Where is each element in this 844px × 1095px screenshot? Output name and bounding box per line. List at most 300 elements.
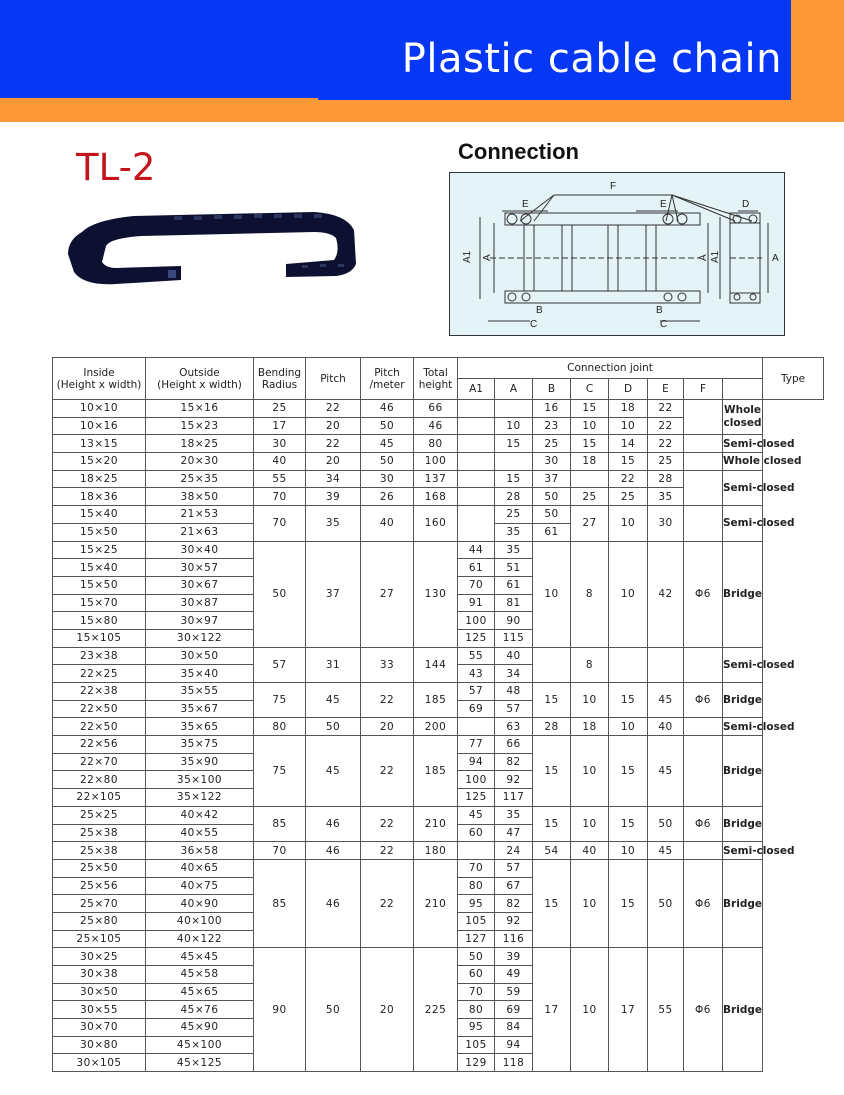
cell-a: 69 xyxy=(495,1001,533,1019)
cell-outside: 21×63 xyxy=(146,523,254,541)
header-connection-joint: Connection joint xyxy=(458,358,763,379)
cell-bending: 85 xyxy=(254,806,306,841)
cell-total: 185 xyxy=(414,736,458,807)
cell-a1: 100 xyxy=(458,771,495,789)
cell-a: 82 xyxy=(495,753,533,771)
cell-c: 18 xyxy=(571,718,609,736)
cell-c: 18 xyxy=(571,453,609,471)
cell-a1: 69 xyxy=(458,700,495,718)
cell-b: 23 xyxy=(533,417,571,435)
table-row xyxy=(53,541,824,559)
cell-e: 28 xyxy=(648,470,684,488)
cell-b: 25 xyxy=(533,435,571,453)
cell-c: 10 xyxy=(571,736,609,807)
cell-type: Semi-closed xyxy=(723,435,763,453)
cell-e: 50 xyxy=(648,859,684,947)
cell-bending: 75 xyxy=(254,683,306,718)
cell-a1: 77 xyxy=(458,736,495,754)
cell-a: 49 xyxy=(495,966,533,984)
cell-c xyxy=(571,470,609,488)
cell-outside: 35×67 xyxy=(146,700,254,718)
cell-a1: 70 xyxy=(458,983,495,1001)
cell-bending: 75 xyxy=(254,736,306,807)
table-row xyxy=(53,435,824,453)
cell-a: 63 xyxy=(495,718,533,736)
cell-pitch: 37 xyxy=(306,541,361,647)
cell-d: 22 xyxy=(609,470,648,488)
cell-pitch: 20 xyxy=(306,417,361,435)
cell-bending: 30 xyxy=(254,435,306,453)
cell-outside: 45×45 xyxy=(146,948,254,966)
cell-a1: 127 xyxy=(458,930,495,948)
table-row xyxy=(53,736,824,754)
cell-inside: 10×16 xyxy=(53,417,146,435)
page-title: Plastic cable chain xyxy=(401,36,782,82)
cell-bending: 90 xyxy=(254,948,306,1072)
cell-outside: 21×53 xyxy=(146,506,254,524)
cell-a1: 50 xyxy=(458,948,495,966)
cell-outside: 30×57 xyxy=(146,559,254,577)
cell-pitch: 22 xyxy=(306,435,361,453)
cell-pitch: 35 xyxy=(306,506,361,541)
cell-outside: 45×100 xyxy=(146,1036,254,1054)
cell-type: Whole closed xyxy=(723,453,763,471)
cell-a: 82 xyxy=(495,895,533,913)
cell-a1: 57 xyxy=(458,683,495,701)
cell-e: 30 xyxy=(648,506,684,541)
cell-type: Bridge xyxy=(723,541,763,647)
cell-inside: 25×80 xyxy=(53,912,146,930)
table-row xyxy=(53,470,824,488)
cell-pitch-meter: 20 xyxy=(361,718,414,736)
cell-outside: 35×122 xyxy=(146,789,254,807)
cell-inside: 25×56 xyxy=(53,877,146,895)
connection-diagram xyxy=(449,172,785,336)
cell-inside: 18×25 xyxy=(53,470,146,488)
header-total-height: Total height xyxy=(414,358,458,400)
cell-pitch-meter: 27 xyxy=(361,541,414,647)
cell-type: Bridge xyxy=(723,806,763,841)
header-pitch-meter: Pitch /meter xyxy=(361,358,414,400)
cell-total: 80 xyxy=(414,435,458,453)
cell-pitch: 45 xyxy=(306,736,361,807)
cell-a: 67 xyxy=(495,877,533,895)
cell-pitch: 50 xyxy=(306,718,361,736)
cell-b: 16 xyxy=(533,400,571,418)
cell-d: 10 xyxy=(609,541,648,647)
cell-type: Semi-closed xyxy=(723,647,763,682)
cell-outside: 45×90 xyxy=(146,1019,254,1037)
cell-pitch: 22 xyxy=(306,400,361,418)
cell-outside: 45×125 xyxy=(146,1054,254,1072)
cell-f xyxy=(684,400,723,435)
cell-pitch-meter: 33 xyxy=(361,647,414,682)
cell-e: 45 xyxy=(648,736,684,807)
cell-a1: 44 xyxy=(458,541,495,559)
cell-a1: 43 xyxy=(458,665,495,683)
cell-outside: 40×55 xyxy=(146,824,254,842)
cell-a: 81 xyxy=(495,594,533,612)
cell-bending: 17 xyxy=(254,417,306,435)
cell-c: 15 xyxy=(571,400,609,418)
header-f: F xyxy=(684,379,723,400)
cell-d: 10 xyxy=(609,506,648,541)
cell-inside: 22×56 xyxy=(53,736,146,754)
cell-outside: 38×50 xyxy=(146,488,254,506)
cell-b: 37 xyxy=(533,470,571,488)
cell-a1: 80 xyxy=(458,1001,495,1019)
svg-text:A1: A1 xyxy=(710,250,721,263)
cell-b: 10 xyxy=(533,541,571,647)
cell-a: 40 xyxy=(495,647,533,665)
cell-f xyxy=(684,435,723,453)
cell-a: 48 xyxy=(495,683,533,701)
cell-inside: 15×40 xyxy=(53,506,146,524)
cell-bending: 50 xyxy=(254,541,306,647)
cell-inside: 25×105 xyxy=(53,930,146,948)
cell-outside: 40×90 xyxy=(146,895,254,913)
svg-text:E: E xyxy=(660,199,667,210)
cell-c: 10 xyxy=(571,417,609,435)
cell-inside: 22×70 xyxy=(53,753,146,771)
cell-d xyxy=(609,647,648,682)
cell-total: 137 xyxy=(414,470,458,488)
cell-f xyxy=(684,718,723,736)
cell-a: 15 xyxy=(495,470,533,488)
cell-outside: 20×30 xyxy=(146,453,254,471)
cell-a1: 45 xyxy=(458,806,495,824)
cell-f xyxy=(684,506,723,541)
cell-a: 28 xyxy=(495,488,533,506)
cell-a: 92 xyxy=(495,912,533,930)
cell-outside: 35×40 xyxy=(146,665,254,683)
cell-b: 28 xyxy=(533,718,571,736)
cell-a1: 95 xyxy=(458,1019,495,1037)
cell-inside: 22×105 xyxy=(53,789,146,807)
cell-bending: 55 xyxy=(254,470,306,488)
cell-e: 45 xyxy=(648,683,684,718)
cell-inside: 23×38 xyxy=(53,647,146,665)
cell-pitch-meter: 22 xyxy=(361,806,414,841)
cell-type: Bridge xyxy=(723,859,763,947)
header-bending-radius: Bending Radius xyxy=(254,358,306,400)
cell-total: 160 xyxy=(414,506,458,541)
cell-outside: 40×122 xyxy=(146,930,254,948)
cell-outside: 35×75 xyxy=(146,736,254,754)
cell-a1 xyxy=(458,453,495,471)
cell-e: 55 xyxy=(648,948,684,1072)
cell-a: 34 xyxy=(495,665,533,683)
cell-b: 54 xyxy=(533,842,571,860)
cell-outside: 45×58 xyxy=(146,966,254,984)
cell-a: 94 xyxy=(495,1036,533,1054)
spec-table xyxy=(52,357,824,1072)
cell-a1: 55 xyxy=(458,647,495,665)
cell-type: Whole closed xyxy=(723,400,763,435)
cell-a: 116 xyxy=(495,930,533,948)
cell-a1: 105 xyxy=(458,1036,495,1054)
cell-a: 39 xyxy=(495,948,533,966)
cell-inside: 22×80 xyxy=(53,771,146,789)
cell-type: Bridge xyxy=(723,683,763,718)
cell-e: 22 xyxy=(648,417,684,435)
svg-text:A1: A1 xyxy=(462,250,473,263)
cell-outside: 45×76 xyxy=(146,1001,254,1019)
cell-f: Φ6 xyxy=(684,541,723,647)
cell-a1: 60 xyxy=(458,966,495,984)
cell-type: Semi-closed xyxy=(723,718,763,736)
header-d: D xyxy=(609,379,648,400)
cell-pitch-meter: 20 xyxy=(361,948,414,1072)
cell-a1: 95 xyxy=(458,895,495,913)
cell-e: 42 xyxy=(648,541,684,647)
cell-pitch: 46 xyxy=(306,859,361,947)
cell-pitch-meter: 46 xyxy=(361,400,414,418)
cell-d: 15 xyxy=(609,453,648,471)
cell-pitch-meter: 50 xyxy=(361,417,414,435)
cell-f xyxy=(684,736,723,807)
connection-title: Connection xyxy=(458,139,579,164)
cell-a1 xyxy=(458,400,495,418)
cell-bending: 40 xyxy=(254,453,306,471)
cell-pitch: 45 xyxy=(306,683,361,718)
cell-inside: 30×105 xyxy=(53,1054,146,1072)
cell-f: Φ6 xyxy=(684,859,723,947)
cell-outside: 35×55 xyxy=(146,683,254,701)
cell-e: 50 xyxy=(648,806,684,841)
cell-outside: 40×42 xyxy=(146,806,254,824)
cell-outside: 25×35 xyxy=(146,470,254,488)
cell-a: 47 xyxy=(495,824,533,842)
cell-a: 92 xyxy=(495,771,533,789)
cell-a1: 91 xyxy=(458,594,495,612)
cell-outside: 40×65 xyxy=(146,859,254,877)
cell-a1 xyxy=(458,417,495,435)
cell-a: 117 xyxy=(495,789,533,807)
cell-pitch-meter: 30 xyxy=(361,470,414,488)
svg-text:C: C xyxy=(530,319,538,330)
cell-f: Φ6 xyxy=(684,683,723,718)
cell-inside: 15×40 xyxy=(53,559,146,577)
cell-inside: 15×70 xyxy=(53,594,146,612)
cell-pitch-meter: 22 xyxy=(361,736,414,807)
cell-inside: 25×50 xyxy=(53,859,146,877)
cell-a1: 60 xyxy=(458,824,495,842)
cell-d: 10 xyxy=(609,417,648,435)
cell-a1 xyxy=(458,718,495,736)
cell-a: 57 xyxy=(495,859,533,877)
table-row xyxy=(53,806,824,824)
cell-a: 35 xyxy=(495,806,533,824)
cell-pitch: 46 xyxy=(306,842,361,860)
cell-f xyxy=(684,842,723,860)
cell-inside: 25×38 xyxy=(53,842,146,860)
model-name: TL-2 xyxy=(76,146,156,189)
cell-f xyxy=(684,647,723,682)
cell-a1 xyxy=(458,506,495,541)
cell-e: 22 xyxy=(648,400,684,418)
cell-e: 40 xyxy=(648,718,684,736)
cell-a: 90 xyxy=(495,612,533,630)
cell-f xyxy=(684,453,723,471)
cell-total: 46 xyxy=(414,417,458,435)
cell-pitch: 34 xyxy=(306,470,361,488)
svg-text:B: B xyxy=(536,305,543,316)
cell-a1: 80 xyxy=(458,877,495,895)
header-c: C xyxy=(571,379,609,400)
cell-pitch: 31 xyxy=(306,647,361,682)
cell-a xyxy=(495,400,533,418)
header-type: Type xyxy=(763,358,824,400)
cell-a: 66 xyxy=(495,736,533,754)
cell-type: Semi-closed xyxy=(723,470,763,505)
cell-total: 100 xyxy=(414,453,458,471)
cell-outside: 40×100 xyxy=(146,912,254,930)
cell-bending: 70 xyxy=(254,488,306,506)
cell-d: 15 xyxy=(609,859,648,947)
svg-text:A: A xyxy=(482,254,493,261)
cell-outside: 15×16 xyxy=(146,400,254,418)
cell-c: 25 xyxy=(571,488,609,506)
table-row xyxy=(53,647,824,665)
cell-b: 50 xyxy=(533,488,571,506)
cell-d: 14 xyxy=(609,435,648,453)
cell-a: 84 xyxy=(495,1019,533,1037)
cell-outside: 40×75 xyxy=(146,877,254,895)
table-row xyxy=(53,506,824,524)
table-row xyxy=(53,683,824,701)
cell-e xyxy=(648,647,684,682)
cell-a: 51 xyxy=(495,559,533,577)
cell-pitch: 46 xyxy=(306,806,361,841)
cell-a: 118 xyxy=(495,1054,533,1072)
cell-f: Φ6 xyxy=(684,948,723,1072)
header-a1: A1 xyxy=(458,379,495,400)
cell-c: 27 xyxy=(571,506,609,541)
cell-a1: 125 xyxy=(458,629,495,647)
cell-outside: 45×65 xyxy=(146,983,254,1001)
cell-inside: 25×25 xyxy=(53,806,146,824)
cell-a1: 105 xyxy=(458,912,495,930)
cell-bending: 57 xyxy=(254,647,306,682)
cell-a1: 94 xyxy=(458,753,495,771)
cell-inside: 10×10 xyxy=(53,400,146,418)
cell-total: 168 xyxy=(414,488,458,506)
cell-inside: 22×25 xyxy=(53,665,146,683)
svg-text:A: A xyxy=(772,253,779,264)
cell-total: 180 xyxy=(414,842,458,860)
cell-f: Φ6 xyxy=(684,806,723,841)
cell-a1 xyxy=(458,435,495,453)
cell-total: 66 xyxy=(414,400,458,418)
cell-a: 35 xyxy=(495,523,533,541)
cell-c: 8 xyxy=(571,541,609,647)
cell-outside: 35×90 xyxy=(146,753,254,771)
cell-total: 144 xyxy=(414,647,458,682)
cell-c: 15 xyxy=(571,435,609,453)
cell-inside: 22×38 xyxy=(53,683,146,701)
cell-outside: 36×58 xyxy=(146,842,254,860)
cell-a1: 125 xyxy=(458,789,495,807)
table-row xyxy=(53,859,824,877)
cell-a: 115 xyxy=(495,629,533,647)
cell-inside: 30×55 xyxy=(53,1001,146,1019)
cell-outside: 35×65 xyxy=(146,718,254,736)
svg-text:F: F xyxy=(610,181,617,192)
cell-total: 200 xyxy=(414,718,458,736)
cell-pitch: 50 xyxy=(306,948,361,1072)
cell-inside: 22×50 xyxy=(53,718,146,736)
cell-outside: 30×122 xyxy=(146,629,254,647)
cell-a: 24 xyxy=(495,842,533,860)
cell-a xyxy=(495,453,533,471)
cell-b: 50 xyxy=(533,506,571,524)
svg-text:B: B xyxy=(656,305,663,316)
cell-pitch: 39 xyxy=(306,488,361,506)
cell-inside: 15×50 xyxy=(53,523,146,541)
cell-b xyxy=(533,647,571,682)
cell-a1: 61 xyxy=(458,559,495,577)
cell-a1 xyxy=(458,470,495,488)
header-inside: Inside (Height x width) xyxy=(53,358,146,400)
cell-type: Bridge xyxy=(723,736,763,807)
cell-pitch: 20 xyxy=(306,453,361,471)
svg-text:C: C xyxy=(660,319,668,330)
cell-a1: 129 xyxy=(458,1054,495,1072)
cell-d: 25 xyxy=(609,488,648,506)
cell-inside: 30×50 xyxy=(53,983,146,1001)
cell-outside: 35×100 xyxy=(146,771,254,789)
cell-f xyxy=(684,470,723,505)
header-b: B xyxy=(533,379,571,400)
cell-type: Semi-closed xyxy=(723,506,763,541)
cell-c: 10 xyxy=(571,948,609,1072)
cell-inside: 15×105 xyxy=(53,629,146,647)
cell-a: 59 xyxy=(495,983,533,1001)
cell-pitch-meter: 26 xyxy=(361,488,414,506)
cell-e: 22 xyxy=(648,435,684,453)
svg-text:D: D xyxy=(742,199,750,210)
cell-b: 15 xyxy=(533,806,571,841)
cell-outside: 30×97 xyxy=(146,612,254,630)
cell-inside: 25×70 xyxy=(53,895,146,913)
cell-a1 xyxy=(458,488,495,506)
cell-outside: 15×23 xyxy=(146,417,254,435)
cell-a: 35 xyxy=(495,541,533,559)
table-row xyxy=(53,453,824,471)
cell-a: 61 xyxy=(495,576,533,594)
cell-outside: 30×87 xyxy=(146,594,254,612)
cell-c: 10 xyxy=(571,806,609,841)
cell-bending: 85 xyxy=(254,859,306,947)
cell-c: 40 xyxy=(571,842,609,860)
cell-d: 15 xyxy=(609,736,648,807)
svg-text:E: E xyxy=(522,199,529,210)
cell-b: 15 xyxy=(533,683,571,718)
cell-pitch-meter: 22 xyxy=(361,842,414,860)
cell-d: 15 xyxy=(609,683,648,718)
cell-type: Bridge xyxy=(723,948,763,1072)
cell-total: 225 xyxy=(414,948,458,1072)
table-row xyxy=(53,718,824,736)
cell-a1: 70 xyxy=(458,859,495,877)
cell-total: 210 xyxy=(414,859,458,947)
cell-pitch-meter: 40 xyxy=(361,506,414,541)
cell-bending: 70 xyxy=(254,842,306,860)
cell-inside: 30×70 xyxy=(53,1019,146,1037)
cell-inside: 30×25 xyxy=(53,948,146,966)
cell-inside: 25×38 xyxy=(53,824,146,842)
